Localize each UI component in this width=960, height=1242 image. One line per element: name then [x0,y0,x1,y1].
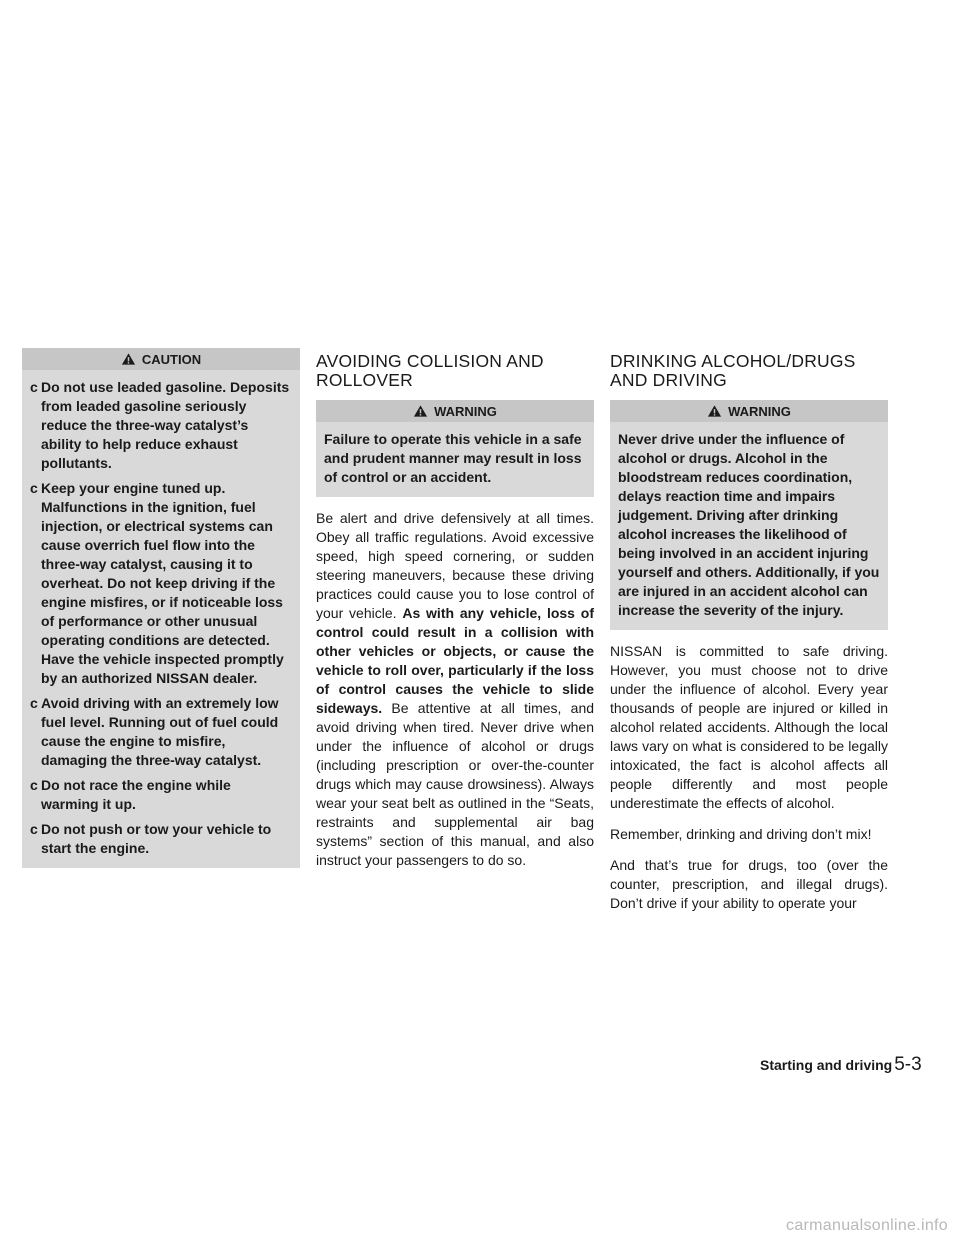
bullet-mark: c [30,480,38,496]
alcohol-paragraph-1: NISSAN is committed to safe driving. However, you must choose not to drive under the influence of alcohol. Every year thousands of people are injured or killed in alcohol related accidents. Although the local laws vary on what is considered to be legally intoxicated, the fact is alcohol affects all people differently and most people underestimate the effects of alcohol. [610,643,888,811]
caution-bullet-text: Do not race the engine while warming it up. [41,777,231,812]
caution-bullet-text: Do not push or tow your vehicle to start the engine. [41,821,272,856]
warning-triangle-icon [413,404,428,418]
caution-bullet [30,479,292,688]
collision-paragraph [316,509,594,870]
caution-bullet [30,820,292,858]
section-heading-collision: AVOIDING COLLISION AND ROLLOVER [316,351,544,390]
warning-box-alcohol [610,400,888,630]
warning-header [610,400,888,422]
caution-bullet-text: Avoid driving with an extremely low fuel level. Running out of fuel could cause the engine to misfire, damaging the three-way catalyst. [41,695,279,768]
warning-header [316,400,594,422]
bullet-mark: c [30,695,38,711]
caution-bullet-text: Do not use leaded gasoline. Deposits from leaded gasoline seriously reduce the three-way catalyst’s ability to help reduce exhaust pollutants. [41,379,290,471]
caution-header [22,348,300,370]
paragraph-bold: As with any vehicle, loss of control could result in a collision with other vehicles or objects, or cause the vehicle to roll over, particularly if the loss of control causes the vehicle to slide sideways. [316,605,594,716]
bullet-mark: c [30,379,38,395]
warning-triangle-icon [707,404,722,418]
warning-box-collision [316,400,594,497]
caution-column [22,348,300,868]
warning-text: Never drive under the influence of alcohol or drugs. Alcohol in the bloodstream reduces coordination, delays reaction time and impairs judgement. Driving after drinking alcohol increases the likelihood of being involved in an accident injuring yourself and others. Additionally, if you are injured in an accident alcohol can increase the severity of the injury. [618,431,880,618]
alcohol-paragraph-2: Remember, drinking and driving don’t mix! [610,826,872,842]
footer-section-name: Starting and driving [760,1057,893,1073]
page-number: 5-3 [894,1054,922,1075]
page-footer [760,1054,922,1076]
caution-box [22,348,300,868]
collision-column [316,348,594,870]
alcohol-paragraph-3: And that’s true for drugs, too (over the counter, prescription, and illegal drugs). Don’t drive if your ability to operate your [610,857,888,911]
alcohol-column [610,348,888,913]
caution-title: CAUTION [141,351,202,367]
bullet-mark: c [30,777,38,793]
bullet-mark: c [30,821,38,837]
warning-triangle-icon [121,352,136,366]
caution-bullet-text: Keep your engine tuned up. Malfunctions in the ignition, fuel injection, or electrical systems can cause overrich fuel flow into the three-way catalyst, causing it to overheat. Do not keep driving if the engine misfires, or if noticeable loss of performance or other unusual operating conditions are detected. Have the vehicle inspected promptly by an authorized NISSAN dealer. [41,480,284,686]
paragraph-end: Be attentive at all times, and avoid driving when tired. Never drive when under the influence of alcohol or drugs (including prescription or over-the-counter drugs which may cause drowsiness). Always wear your seat belt as outlined in the “Seats, restraints and supplemental air bag systems” section of this manual, and also instruct your passengers to do so. [316,700,595,868]
caution-bullet [30,378,292,473]
caution-bullet [30,694,292,770]
caution-bullet [30,776,292,814]
warning-title: WARNING [434,403,497,419]
section-heading-alcohol: DRINKING ALCOHOL/DRUGS AND DRIVING [610,351,856,390]
warning-title: WARNING [728,403,791,419]
watermark: carmanualsonline.info [786,1217,948,1234]
paragraph-start: Be alert and drive defensively at all times. Obey all traffic regulations. Avoid excessive speed, high speed cornering, or sudden steering maneuvers, because these driving practices could cause you to lose control of your vehicle. [316,510,594,621]
warning-text: Failure to operate this vehicle in a safe and prudent manner may result in loss of control or an accident. [324,431,582,485]
